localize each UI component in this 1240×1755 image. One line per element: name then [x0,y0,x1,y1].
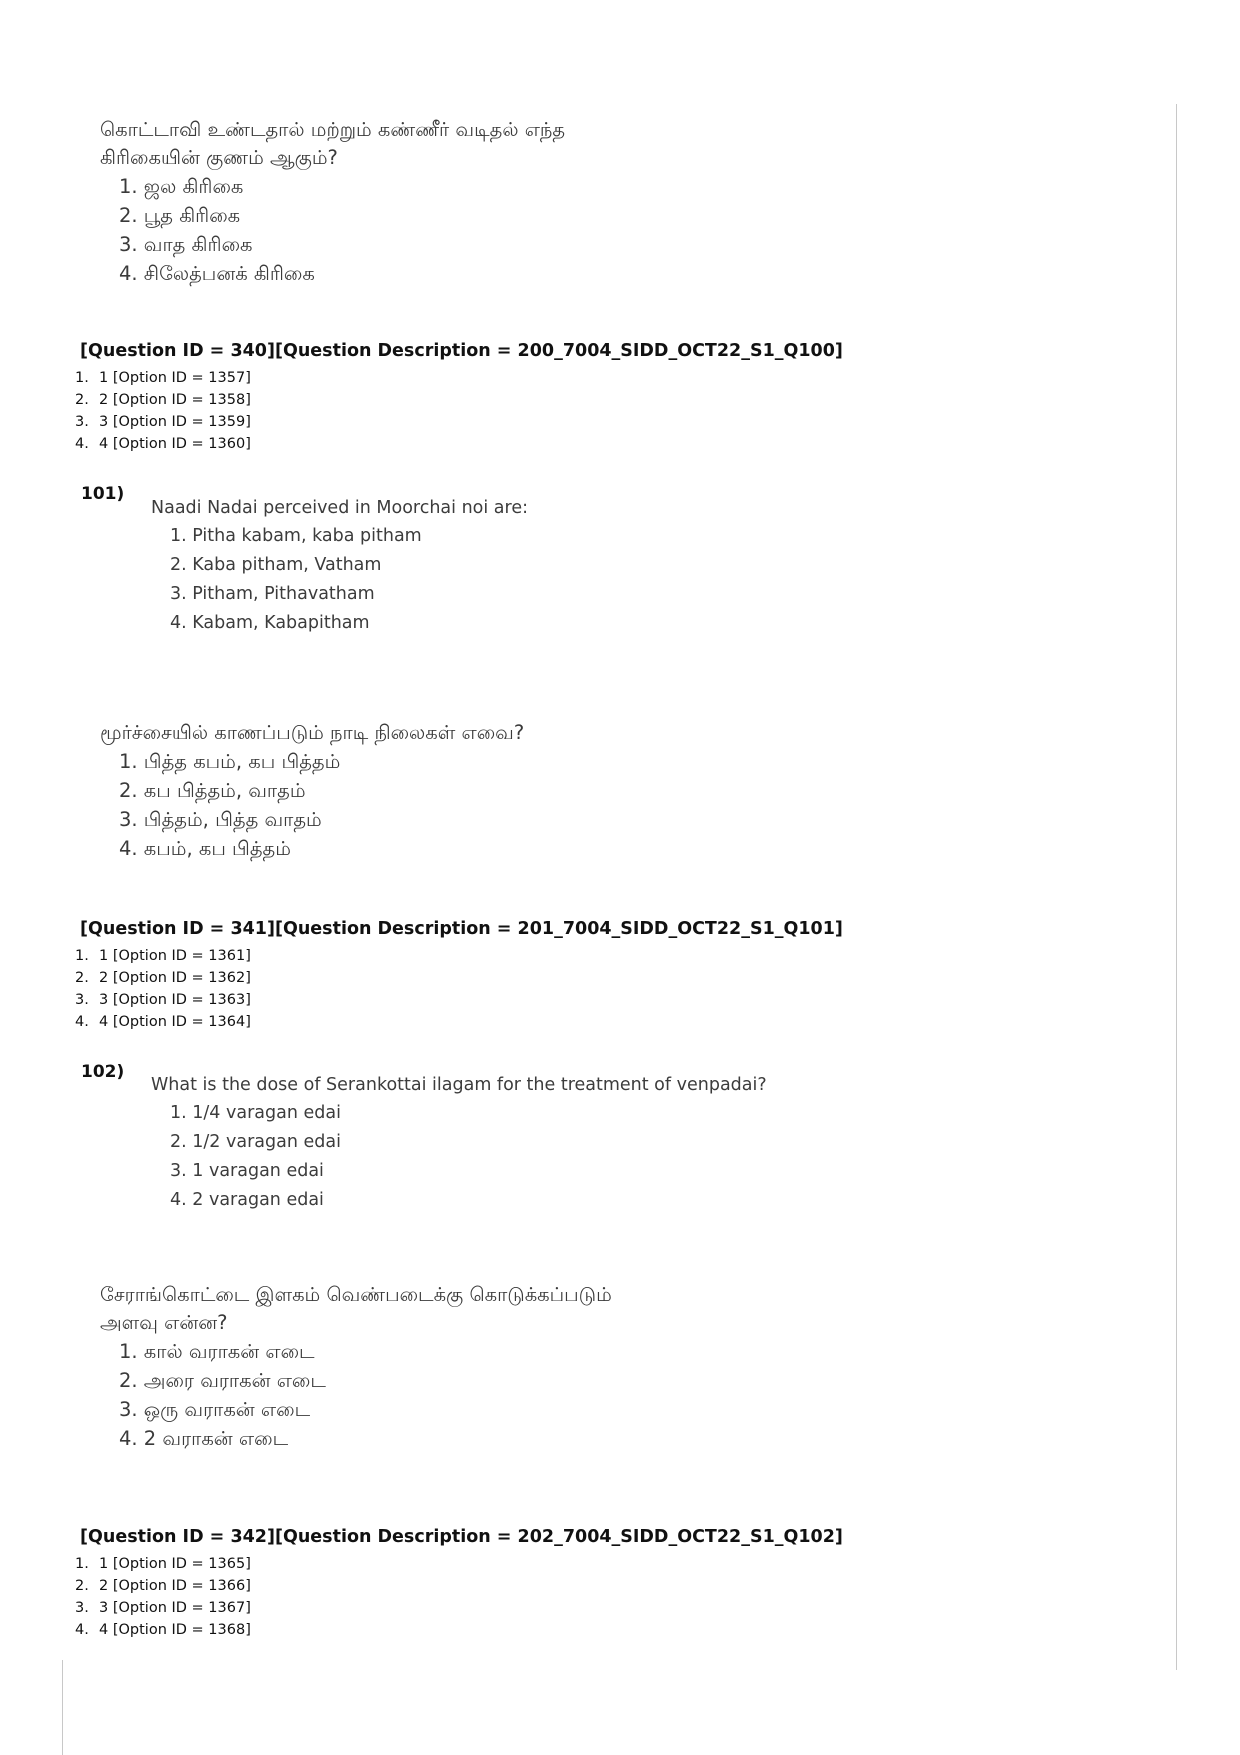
option-id-row [75,967,251,989]
option-number: 1. [75,1556,89,1572]
q101-tamil-option-3: 3. பித்தம், பித்த வாதம் [119,808,322,831]
q100-tamil-option-1: 1. ஜல கிரிகை [119,175,244,198]
q102-question-id: [Question ID = 342][Question Description = 202_7004_SIDD_OCT22_S1_Q102] [80,1527,843,1547]
option-id-row [75,945,251,967]
q102-tamil-option-2: 2. அரை வராகன் எடை [119,1369,326,1392]
option-id-text: 2 [Option ID = 1362] [99,970,251,986]
option-number: 4. [75,1622,89,1638]
option-number: 3. [75,992,89,1008]
option-id-text: 3 [Option ID = 1363] [99,992,251,1008]
option-number: 2. [75,392,89,408]
q102-english-question [151,1071,767,1215]
option-id-row [75,1597,251,1619]
q101-question-id: [Question ID = 341][Question Description = 201_7004_SIDD_OCT22_S1_Q101] [80,919,843,939]
q102-tamil-option-4: 4. 2 வராகன் எடை [119,1427,289,1450]
left-margin-rule [62,1660,63,1755]
option-number: 3. [75,414,89,430]
option-number: 3. [75,1600,89,1616]
option-id-text: 3 [Option ID = 1359] [99,414,251,430]
q100-tamil-option-4: 4. சிலேத்பனக் கிரிகை [119,262,315,285]
q100-tamil-option-3: 3. வாத கிரிகை [119,233,253,256]
option-id-text: 4 [Option ID = 1364] [99,1014,251,1030]
q101-english-option-4: 4. Kabam, Kabapitham [170,613,370,633]
q102-tamil-option-3: 3. ஒரு வராகன் எடை [119,1398,311,1421]
option-number: 4. [75,436,89,452]
q102-option-id-list [75,1553,251,1641]
option-id-text: 1 [Option ID = 1365] [99,1556,251,1572]
q101-tamil-question [100,719,524,863]
option-id-row [75,389,251,411]
q102-tamil-stem-line1: சேராங்கொட்டை இளகம் வெண்படைக்கு கொடுக்கப்படும் [100,1283,612,1306]
option-id-text: 4 [Option ID = 1368] [99,1622,251,1638]
q101-english-option-2: 2. Kaba pitham, Vatham [170,555,382,575]
q101-tamil-option-1: 1. பித்த கபம், கப பித்தம் [119,750,341,773]
option-id-row [75,1575,251,1597]
q101-english-question [151,494,528,638]
q102-tamil-question [100,1281,612,1453]
option-id-row [75,989,251,1011]
q102-english-option-3: 3. 1 varagan edai [170,1161,324,1181]
q100-option-id-list [75,367,251,455]
option-number: 1. [75,370,89,386]
q102-tamil-stem-line2: அளவு என்ன? [100,1311,228,1334]
option-id-row [75,1011,251,1033]
option-id-text: 3 [Option ID = 1367] [99,1600,251,1616]
q102-english-option-4: 4. 2 varagan edai [170,1190,324,1210]
option-number: 2. [75,970,89,986]
q101-english-option-3: 3. Pitham, Pithavatham [170,584,375,604]
q101-tamil-option-4: 4. கபம், கப பித்தம் [119,837,291,860]
q100-question-id: [Question ID = 340][Question Description = 200_7004_SIDD_OCT22_S1_Q100] [80,341,843,361]
q100-tamil-stem-line2: கிரிகையின் குணம் ஆகும்? [100,146,338,169]
q100-tamil-question [100,116,565,288]
q101-english-stem: Naadi Nadai perceived in Moorchai noi are: [151,498,528,518]
q100-tamil-stem-line1: கொட்டாவி உண்டதால் மற்றும் கண்ணீர் வடிதல் எந்த [100,118,566,141]
q102-english-option-1: 1. 1/4 varagan edai [170,1103,341,1123]
option-id-text: 1 [Option ID = 1357] [99,370,251,386]
option-number: 1. [75,948,89,964]
q101-tamil-option-2: 2. கப பித்தம், வாதம் [119,779,306,802]
q102-number: 102) [81,1062,125,1082]
q102-tamil-option-1: 1. கால் வராகன் எடை [119,1340,315,1363]
q102-english-stem: What is the dose of Serankottai ilagam for the treatment of venpadai? [151,1075,767,1095]
q101-english-option-1: 1. Pitha kabam, kaba pitham [170,526,422,546]
option-id-text: 2 [Option ID = 1358] [99,392,251,408]
option-number: 2. [75,1578,89,1594]
q101-number: 101) [81,484,125,504]
option-id-text: 4 [Option ID = 1360] [99,436,251,452]
q101-option-id-list [75,945,251,1033]
option-id-row [75,433,251,455]
option-id-text: 1 [Option ID = 1361] [99,948,251,964]
option-id-row [75,1619,251,1641]
option-id-row [75,1553,251,1575]
option-id-text: 2 [Option ID = 1366] [99,1578,251,1594]
q102-english-option-2: 2. 1/2 varagan edai [170,1132,341,1152]
option-id-row [75,411,251,433]
right-margin-rule [1176,104,1177,1670]
q101-tamil-stem: மூர்ச்சையில் காணப்படும் நாடி நிலைகள் எவை? [100,721,525,744]
q100-tamil-option-2: 2. பூத கிரிகை [119,204,241,227]
option-id-row [75,367,251,389]
option-number: 4. [75,1014,89,1030]
